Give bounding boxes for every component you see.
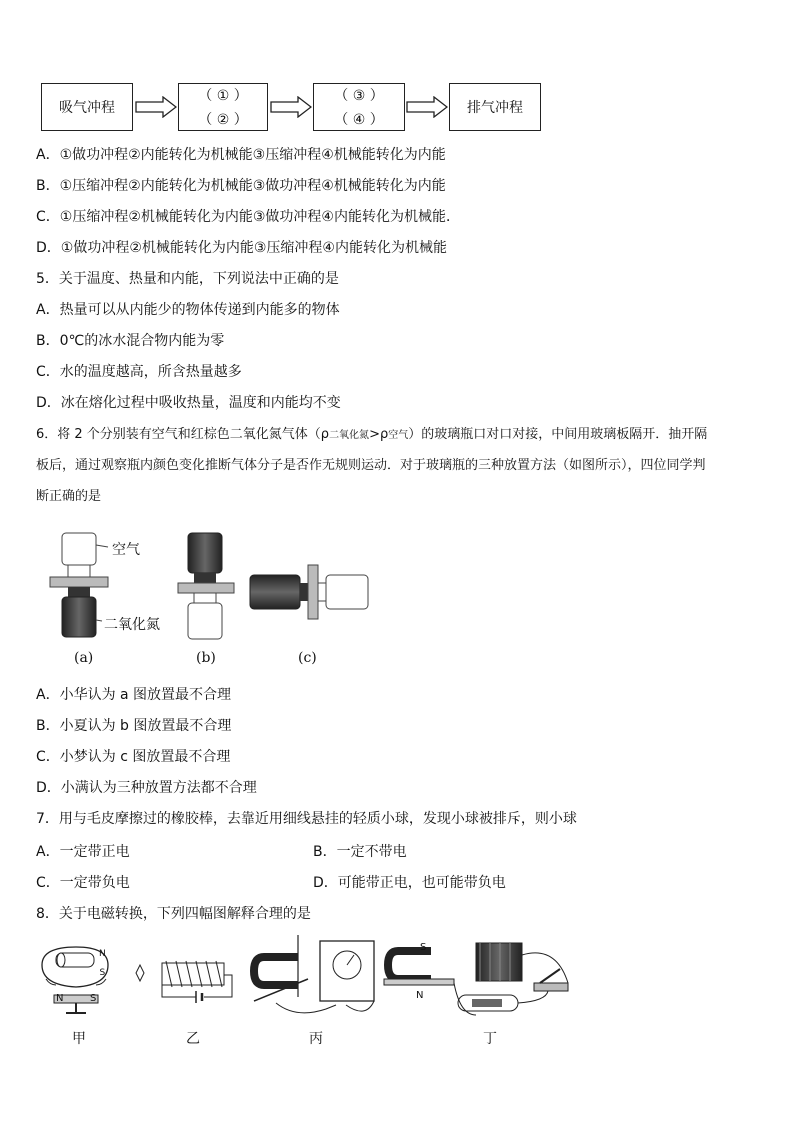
flow-blank-1: （ ① ） (198, 88, 248, 104)
compass-s: S (99, 968, 106, 978)
q4-option-d[interactable]: D．①做功冲程②机械能转化为内能③压缩冲程④内能转化为机械能 (36, 240, 447, 256)
q6-option-c[interactable]: C．小梦认为 c 图放置最不合理 (36, 749, 231, 765)
caption-a: (a) (74, 650, 94, 666)
q7-option-b[interactable]: B．一定不带电 (313, 844, 407, 860)
caption-ding: 丁 (483, 1031, 497, 1047)
flow-arrow-3 (406, 96, 448, 118)
flow-step-intake-label: 吸气冲程 (59, 100, 115, 116)
q5-option-c[interactable]: C．水的温度越高，所含热量越多 (36, 364, 242, 380)
q5-option-b[interactable]: B．0℃的冰水混合物内能为零 (36, 333, 225, 349)
q7-option-d[interactable]: D．可能带正电，也可能带负电 (313, 875, 506, 891)
q7-stem: 7．用与毛皮摩擦过的橡胶棒，去靠近用细线悬挂的轻质小球，发现小球被排斥，则小球 (36, 811, 577, 827)
q4-option-b[interactable]: B．①压缩冲程②内能转化为机械能③做功冲程④机械能转化为内能 (36, 178, 446, 194)
q8-compass-labels (99, 949, 106, 979)
caption-c: (c) (298, 650, 317, 666)
q7-option-c[interactable]: C．一定带负电 (36, 875, 130, 891)
q4-option-a[interactable]: A．①做功冲程②内能转化为机械能③压缩冲程④机械能转化为内能 (36, 147, 446, 163)
subscript-air: 空气 (388, 430, 409, 441)
caption-jia: 甲 (72, 1031, 86, 1047)
caption-b: (b) (196, 650, 216, 666)
q5-stem: 5．关于温度、热量和内能，下列说法中正确的是 (36, 271, 339, 287)
caption-bing: 丙 (309, 1031, 323, 1047)
q6-stem-line2: 板后，通过观察瓶内颜色变化推断气体分子是否作无规则运动．对于玻璃瓶的三种放置方法（如图所示），四位同学判 (36, 458, 706, 473)
q8-stem: 8．关于电磁转换，下列四幅图解释合理的是 (36, 906, 311, 922)
q5-option-d[interactable]: D．冰在熔化过程中吸收热量，温度和内能均不变 (36, 395, 341, 411)
flow-blank-4: （ ④ ） (334, 112, 384, 128)
q8-ding-n: N (416, 990, 424, 1001)
q6-bottles-figure (40, 525, 380, 650)
flow-step-blank-1 (178, 83, 268, 131)
flow-step-intake (41, 83, 133, 131)
q8-electromagnetism-figure (36, 935, 576, 1025)
caption-yi: 乙 (186, 1031, 200, 1047)
subscript-no2: 二氧化氮 (329, 430, 370, 441)
flow-arrow-2 (270, 96, 312, 118)
q6-option-d[interactable]: D．小满认为三种放置方法都不合理 (36, 780, 257, 796)
flow-arrow-1 (135, 96, 177, 118)
q8-jia-s: S (90, 993, 97, 1004)
q6-stem-line1: 6．将 2 个分别装有空气和红棕色二氧化氮气体（ρ二氧化氮>ρ空气）的玻璃瓶口对口对接，中间用玻璃板隔开．抽开隔 (36, 427, 708, 442)
q8-ding-s: S (420, 942, 427, 953)
q7-option-a[interactable]: A．一定带正电 (36, 844, 130, 860)
q6-stem-line3: 断正确的是 (36, 489, 102, 504)
q6-option-b[interactable]: B．小夏认为 b 图放置最不合理 (36, 718, 232, 734)
label-air: 空气 (112, 542, 140, 558)
flow-blank-3: （ ③ ） (334, 88, 384, 104)
label-no2: 二氧化氮 (104, 617, 160, 633)
q5-option-a[interactable]: A．热量可以从内能少的物体传递到内能多的物体 (36, 302, 340, 318)
flow-blank-2: （ ② ） (198, 112, 248, 128)
compass-n: N (99, 949, 106, 959)
flow-step-blank-2 (313, 83, 405, 131)
flow-step-exhaust-label: 排气冲程 (467, 100, 523, 116)
q6-option-a[interactable]: A．小华认为 a 图放置最不合理 (36, 687, 232, 703)
q8-jia-n: N (56, 993, 64, 1004)
flow-step-exhaust (449, 83, 541, 131)
q4-option-c[interactable]: C．①压缩冲程②机械能转化为内能③做功冲程④内能转化为机械能． (36, 209, 460, 225)
